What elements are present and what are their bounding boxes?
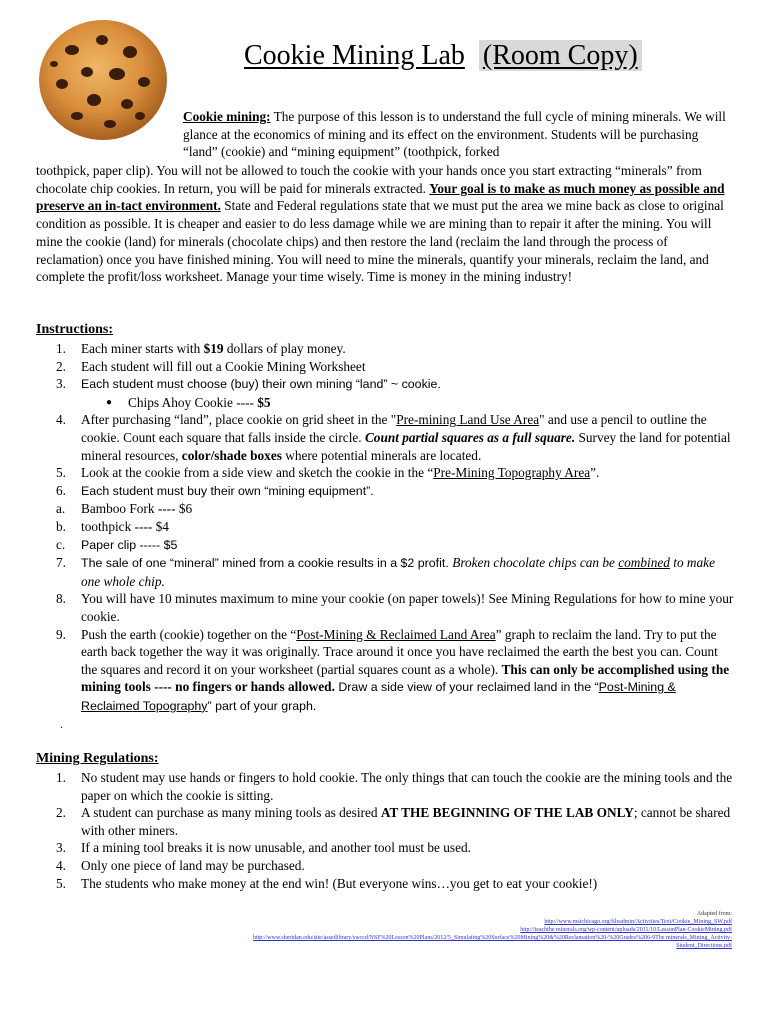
intro-text-2: toothpick, paper clip). You will not be allowed to touch the cookie with your hands once you start extracting “minerals” from chocolate chip cookies. In return, you will be paid for minerals extracted. [36,163,702,196]
instruction-6-sub-b: b. toothpick ---- $4 [56,518,169,534]
instruction-1: 1. Each miner starts with $19 dollars of play money. [56,341,346,356]
references-label: Adapted from: [696,911,732,917]
references [253,910,732,950]
intro-text-1: The purpose of this lesson is to understand the full cycle of mining minerals. We will glance at the economics of mining and its effect on the environment. Students will be purchasing “land” (cookie) and “mining equipment” (toothpick, forked [183,109,726,160]
instruction-9: 9. Push the earth (cookie) together on the “Post-Mining & Reclaimed Land Area” graph to reclaim the land. Try to put the earth back together the way it was originally. Trace around it once you have reclaimed the earth the best you can. Count the squares and record it on your worksheet (partial squares count as a whole). This can only be accomplished using the mining tools ---- no fingers or hands allowed. Draw a side view of your reclaimed land in the “Post-Mining & Reclaimed Topography” part of your graph. [56,626,730,713]
reference-link-1[interactable]: http://www.msichicago.org/fileadmin/Activities/Text/Cookie_Mining_SW.pdf [544,919,732,925]
reference-link-3-cont[interactable]: Student_Directions.pdf [676,943,732,949]
regulations-list [36,769,736,892]
intro-paragraph-top [183,108,733,161]
intro-goal: Your goal is to make as much money as possible and preserve an in-tact environment. [36,180,725,214]
page-title [244,36,642,76]
trailing-period: . [60,717,63,731]
regulation-1: 1. No student may use hands or fingers to hold cookie. The only things that can touch the cookie are the mining tools and the paper on which the cookie is sitting. [56,770,733,803]
instruction-4: 4. After purchasing “land”, place cookie on grid sheet in the "Pre-mining Land Use Area" and use a pencil to outline the cookie. Count each square that falls inside the circle. Count partial squares as a full square. Survey the land for potential mineral resources, color/shade boxes where potential minerals are located. [56,412,731,463]
instruction-6-sub-c: c. Paper clip ----- $5 [56,536,178,552]
reference-link-3[interactable]: http://www.sheridan.edu/site/assetlibrary/swccd/NSF%20Lesson%20Plans/2012/5_Simulating%20Surface%20Mining%20&%20Reclamation%20-%20Grades%206-9The minerals_Mining_Activity- [252,935,732,941]
regulation-4: 4. Only one piece of land may be purchased. [56,857,305,873]
intro-text-3: State and Federal regulations state that we must put the area we mine back as close to original condition as possible. It is cheaper and easier to do less damage while we are mining than to repair it after the mining. You will mine the cookie (land) for minerals (chocolate chips) and then restore the land (reclaim the land through the process of reclamation) once you have finished mining. You will need to mine the minerals, quantify your minerals, reclaim the land, and complete the profit/loss worksheet. Manage your time wisely. Time is money in the mining industry! [36,198,724,285]
title-main: Cookie Mining Lab [244,40,465,71]
regulation-5: 5. The students who make money at the end win! (But everyone wins…you get to eat your cookie!) [56,875,598,891]
regulation-2: 2. A student can purchase as many mining tools as desired AT THE BEGINNING OF THE LAB ONLY; cannot be shared with other miners. [56,805,731,838]
instruction-2: 2. Each student will fill out a Cookie Mining Worksheet [56,358,366,374]
instruction-3: 3. Each student must choose (buy) their own mining “land” ~ cookie. [56,376,441,392]
reference-link-2[interactable]: http://teachthe minerals.org/wp-content/uploads/2011/10/LessonPlan-CookieMining.pdf [520,927,732,933]
regulation-3: 3. If a mining tool breaks it is now unusable, and another tool must be used. [56,840,471,856]
instruction-7: 7. The sale of one “mineral” mined from a cookie results in a $2 profit. Broken chocolate chips can be combined to make one whole chip. [56,555,715,589]
instructions-heading: Instructions: [36,322,114,337]
instruction-6: 6. Each student must buy their own “mining equipment”. [56,482,374,498]
instruction-5: 5. Look at the cookie from a side view and sketch the cookie in the “Pre-Mining Topography Area”. [56,465,600,481]
intro-label: Cookie mining: [183,109,271,124]
instruction-8: 8. You will have 10 minutes maximum to mine your cookie (on paper towels)! See Mining Regulations for how to mine your cookie. [56,591,734,624]
instruction-6-sub-a: a. Bamboo Fork ---- $6 [56,501,193,517]
regulations-heading: Mining Regulations: [36,751,159,766]
instructions-list [36,340,736,715]
intro-paragraph-body [36,162,736,286]
cookie-image [32,12,174,146]
instruction-3-bullet: ● Chips Ahoy Cookie ---- $5 [106,394,271,410]
title-room-copy: (Room Copy) [479,40,642,71]
